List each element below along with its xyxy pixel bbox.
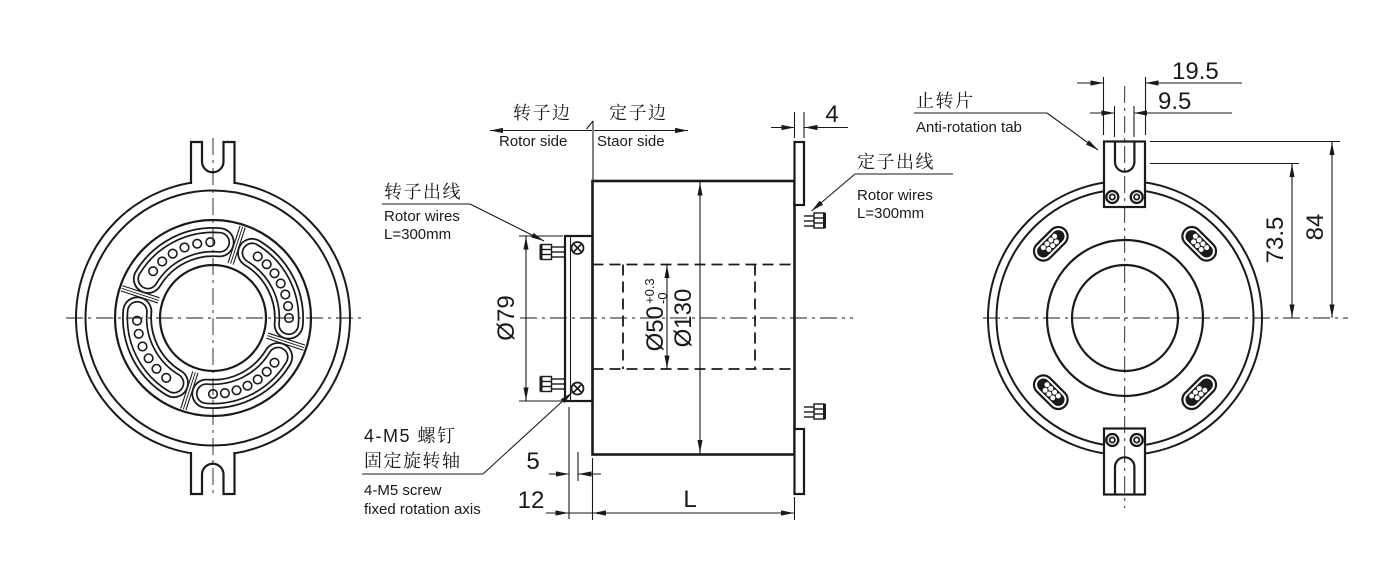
screw-note-en2: fixed rotation axis [364, 501, 481, 518]
dim-tab-to-center: 84 [1302, 213, 1329, 241]
dim-bore-tol-minus: -0 [655, 292, 670, 304]
dim-flange-offset: 12 [517, 487, 545, 514]
rear-connector-nw [1040, 233, 1062, 255]
stator-wires-callout-en2: L=300mm [857, 205, 925, 222]
screw-note-en1: 4-M5 screw [364, 482, 442, 499]
dim-body-length: L [683, 486, 697, 513]
dim-slot-to-center: 73.5 [1262, 216, 1289, 264]
section-tab-bottom [795, 429, 805, 494]
callout-leaders [362, 113, 1098, 474]
screw-note-zh1: 4-M5 螺钉 [364, 426, 457, 446]
screw-note-zh2: 固定旋转轴 [364, 451, 462, 471]
dim-flange-step: 5 [526, 448, 540, 475]
anti-rotation-callout-en: Anti-rotation tab [916, 119, 1022, 136]
rotor-wire-bundle-bottom [541, 377, 565, 392]
stator-wire-bundle-bottom [804, 404, 825, 419]
rotor-wire-bundle-top [541, 245, 565, 260]
rear-connector-ne [1188, 233, 1210, 255]
rotor-wires-callout-en2: L=300mm [384, 226, 452, 243]
anti-rotation-callout-zh: 止转片 [916, 91, 975, 111]
flange-outline [565, 236, 593, 401]
anti-rotation-leader [1047, 113, 1098, 150]
rear-connector-se [1188, 381, 1210, 403]
stator-wires-callout-en1: Rotor wires [857, 187, 933, 204]
rotor-wires-callout-en1: Rotor wires [384, 208, 460, 225]
stator-wire-bundle-top [804, 213, 825, 228]
section-tab-top [795, 142, 805, 205]
rotor-side-label-zh: 转子边 [513, 103, 572, 123]
dim-flange-dia: Ø79 [493, 295, 520, 341]
dim-bore-tol-plus: +0.3 [642, 278, 657, 304]
dim-slot-width: 9.5 [1158, 88, 1192, 115]
dim-bore-dia-group [642, 278, 670, 351]
dim-tab-width: 19.5 [1172, 58, 1219, 85]
stator-side-label-en: Staor side [597, 133, 665, 150]
rotor-side-label-en: Rotor side [499, 133, 568, 150]
stator-wires-callout-zh: 定子出线 [857, 152, 935, 172]
front-view [66, 138, 363, 498]
flange-screw-top [572, 242, 584, 254]
rotor-wires-callout-zh: 转子出线 [384, 182, 462, 202]
dim-bore-dia: Ø50 [642, 306, 669, 352]
rear-view [983, 86, 1348, 508]
stator-wires-leader [812, 174, 856, 211]
dim-body-dia: Ø130 [670, 288, 697, 348]
rear-connector-sw [1040, 381, 1062, 403]
dim-tab-thickness: 4 [825, 101, 839, 128]
stator-side-label-zh: 定子边 [609, 103, 668, 123]
flange-screw-bottom [572, 383, 584, 395]
rotor-wires-leader [470, 204, 544, 241]
